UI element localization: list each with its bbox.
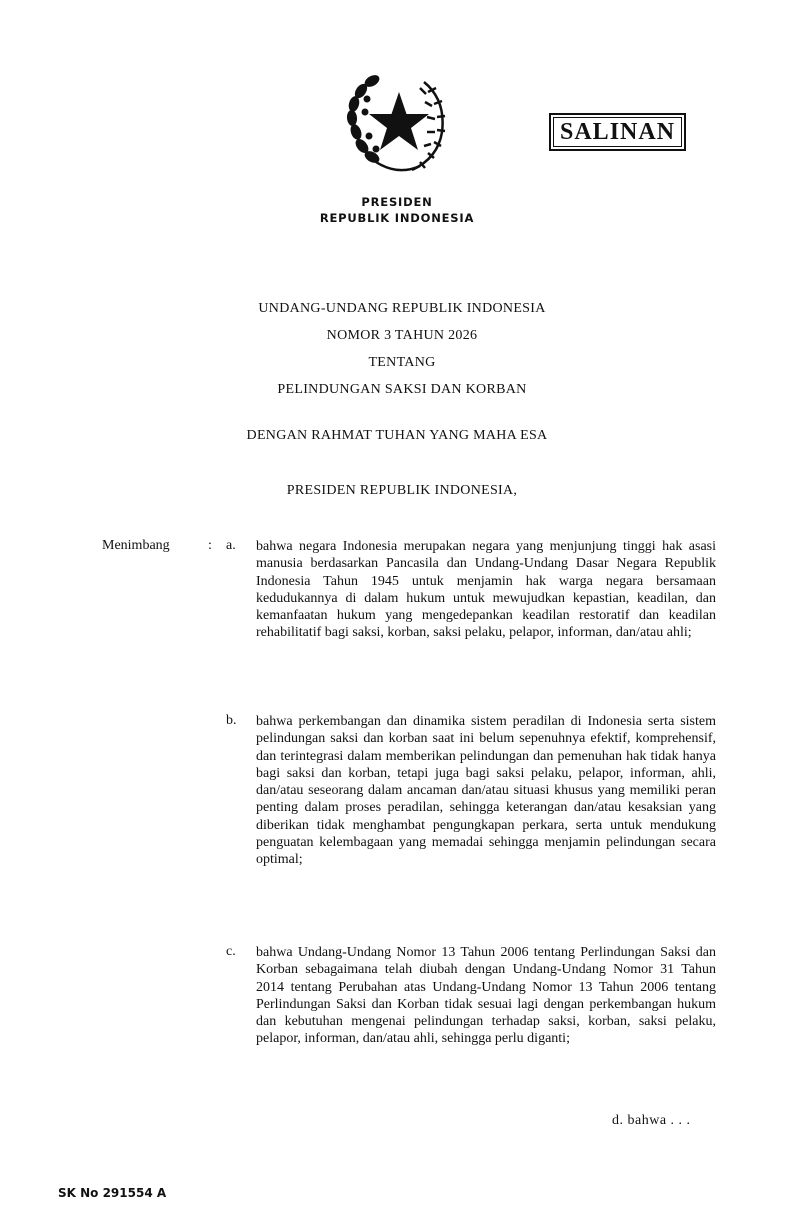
point-c-text: bahwa Undang-Undang Nomor 13 Tahun 2006 tentang Perlindungan Saksi dan Korban sebagaimana telah diubah dengan Undang-Undang Nomor 31 Tahun 2014 tentang Perubahan atas Undang-Undang Nomor 13 Tahun 2006 tentang Perlindungan Saksi dan Korban tidak sesuai lagi dengan perkembangan hukum dan kebutuhan mengenai pelindungan terhadap saksi, korban, saksi pelaku, pelapor, informan, dan/atau ahli, sehingga perlu diganti; <box>256 945 716 1047</box>
point-c-letter: c. <box>226 944 236 959</box>
enacting-authority <box>0 483 800 499</box>
law-title-line-1: UNDANG-UNDANG REPUBLIK INDONESIA <box>258 301 546 316</box>
salinan-stamp: SALINAN <box>549 113 686 151</box>
considering-colon: : <box>208 538 212 553</box>
president-heading <box>0 194 800 226</box>
star-wreath-emblem-icon <box>342 70 454 182</box>
law-title-line-3: TENTANG <box>368 355 436 370</box>
sk-serial-number: SK No 291554 A <box>58 1186 167 1200</box>
republic-line: REPUBLIK INDONESIA <box>319 211 475 225</box>
law-title-line-4: PELINDUNGAN SAKSI DAN KORBAN <box>277 382 527 397</box>
considering-label: Menimbang <box>102 538 170 553</box>
president-line: PRESIDEN <box>361 195 433 209</box>
point-a-text: bahwa negara Indonesia merupakan negara yang menjunjung tinggi hak asasi manusia berdasarkan Pancasila dan Undang-Undang Dasar Negara Republik Indonesia Tahun 1945 untuk menjamin hak warga negara bersamaan kedudukannya di dalam hukum untuk mewujudkan kepastian, keadilan, dan kemanfaatan hukum yang mengedepankan keadilan restoratif dan keadilan rehabilitatif bagi saksi, korban, saksi pelaku, pelapor, informan, dan/atau ahli; <box>256 539 716 641</box>
point-b-text: bahwa perkembangan dan dinamika sistem peradilan di Indonesia serta sistem pelindungan saksi dan korban saat ini belum sepenuhnya efektif, komprehensif, dan terintegrasi dalam memberikan pelindungan dan pemenuhan hak tidak hanya bagi saksi dan korban, tetapi juga bagi saksi pelaku, pelapor, informan, ahli, dan/atau seseorang dalam ancaman dan/atau situasi khusus yang memiliki peran penting dalam proses peradilan, sehingga keterangan dan/atau kesaksian yang diberikan tidak menghambat pengungkapan perkara, serta untuk mendukung penguatan kelembagaan yang memadai sehingga menjamin pelindungan secara optimal; <box>256 714 716 868</box>
law-title-line-2: NOMOR 3 TAHUN 2026 <box>326 328 478 343</box>
invocation-text: DENGAN RAHMAT TUHAN YANG MAHA ESA <box>246 428 548 443</box>
invocation-line <box>0 428 800 444</box>
point-b-letter: b. <box>226 713 237 728</box>
next-page-catchword: d. bahwa . . . <box>612 1113 691 1128</box>
law-title <box>0 295 800 403</box>
point-a-letter: a. <box>226 538 236 553</box>
enacting-authority-text: PRESIDEN REPUBLIK INDONESIA, <box>286 483 518 498</box>
